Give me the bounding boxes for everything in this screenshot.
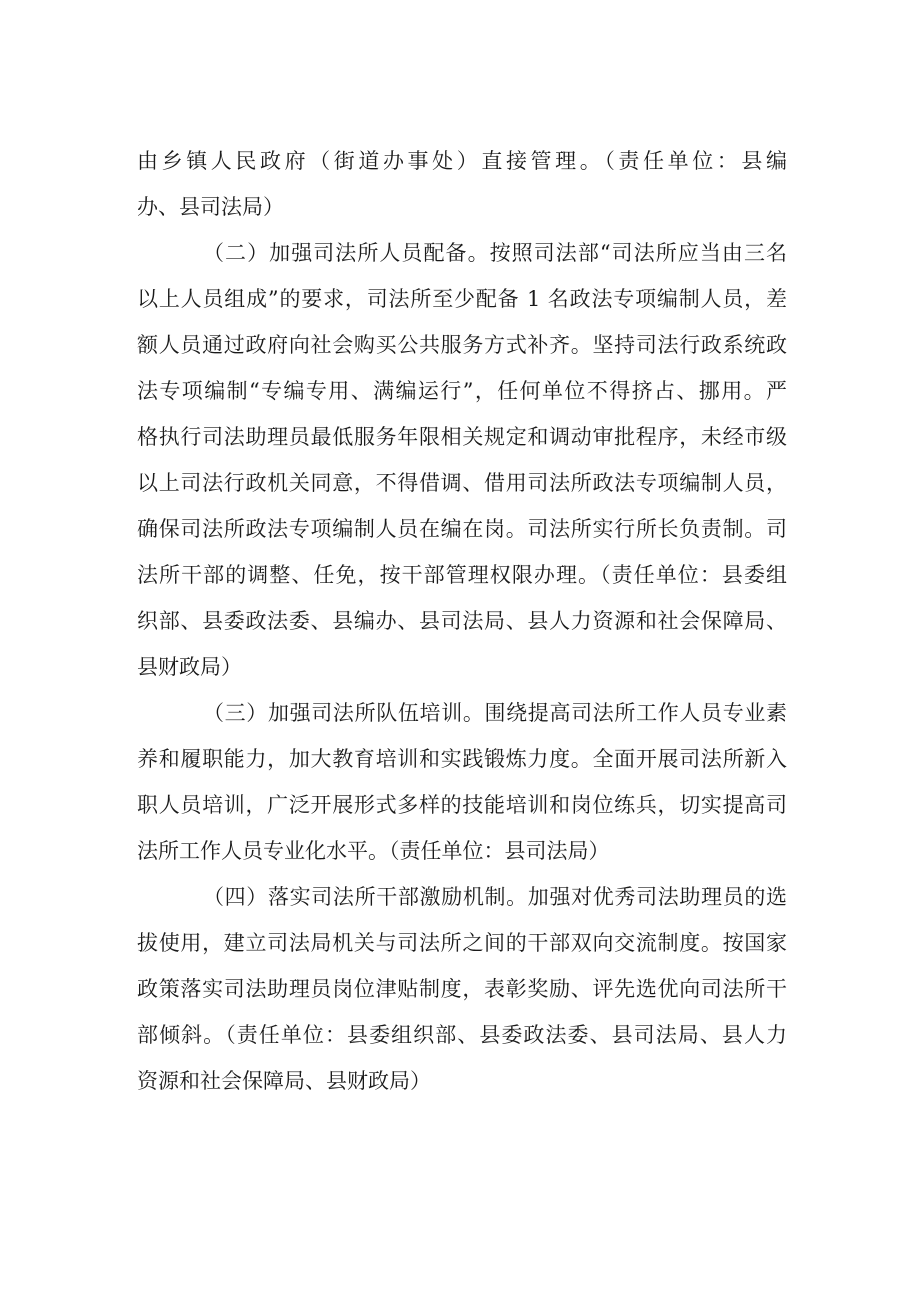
paragraph-staffing	[137, 230, 787, 690]
text-line: 资源和社会保障局、县财政局）	[137, 1069, 431, 1093]
text-line: 确保司法所政法专项编制人员在编在岗。司法所实行所长负责制。司	[137, 517, 787, 541]
text-line: 部倾斜。（责任单位：县委组织部、县委政法委、县司法局、县人力	[137, 1023, 787, 1047]
text-line: 法所工作人员专业化水平。（责任单位：县司法局）	[137, 839, 610, 863]
text-line: 养和履职能力，加大教育培训和实践锻炼力度。全面开展司法所新入	[137, 747, 787, 771]
text-line: 格执行司法助理员最低服务年限相关规定和调动审批程序，未经市级	[137, 425, 787, 449]
text-line: 以上人员组成”的要求，司法所至少配备 1 名政法专项编制人员，差	[137, 287, 787, 311]
text-line: 县财政局）	[137, 655, 242, 679]
text-line: 拔使用，建立司法局机关与司法所之间的干部双向交流制度。按国家	[137, 931, 787, 955]
paragraph-continuation	[137, 138, 787, 230]
text-line: 额人员通过政府向社会购买公共服务方式补齐。坚持司法行政系统政	[137, 333, 787, 357]
text-line: 法专项编制“专编专用、满编运行”，任何单位不得挤占、挪用。严	[137, 379, 787, 403]
text-line: 职人员培训，广泛开展形式多样的技能培训和岗位练兵，切实提高司	[137, 793, 787, 817]
text-line: （三）加强司法所队伍培训。围绕提高司法所工作人员专业素	[203, 701, 787, 725]
text-line: （二）加强司法所人员配备。按照司法部“司法所应当由三名	[203, 241, 787, 265]
document-body	[137, 138, 787, 1104]
text-line: 法所干部的调整、任免，按干部管理权限办理。（责任单位：县委组	[137, 563, 787, 587]
text-line: 办、县司法局）	[137, 195, 284, 219]
text-line: （四）落实司法所干部激励机制。加强对优秀司法助理员的选	[203, 885, 787, 909]
paragraph-training	[137, 690, 787, 874]
text-line: 由乡镇人民政府（街道办事处）直接管理。（责任单位：县编	[137, 149, 787, 173]
paragraph-incentives	[137, 874, 787, 1104]
text-line: 织部、县委政法委、县编办、县司法局、县人力资源和社会保障局、	[137, 609, 787, 633]
text-line: 政策落实司法助理员岗位津贴制度，表彰奖励、评先选优向司法所干	[137, 977, 787, 1001]
text-line: 以上司法行政机关同意，不得借调、借用司法所政法专项编制人员，	[137, 471, 787, 495]
